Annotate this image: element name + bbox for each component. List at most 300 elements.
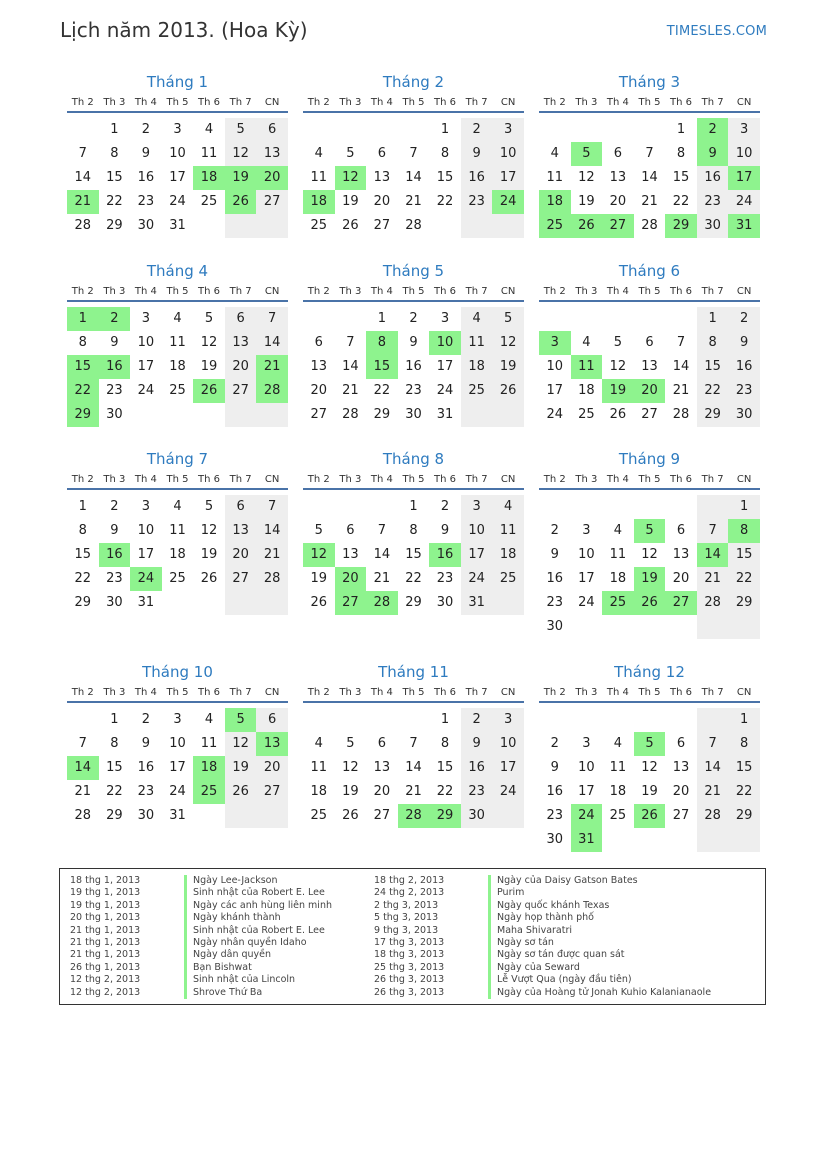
day-grid [539,708,760,852]
month-block [67,72,288,238]
day-cell: 4 [314,146,323,161]
holiday-day-cell: 26 [571,214,603,238]
holiday-day-cell: 31 [728,214,760,238]
empty-cell [162,591,194,615]
day-cell: 21 [342,383,359,398]
holiday-name: Sinh nhật của Robert E. Lee [193,924,325,936]
empty-cell [728,615,760,639]
weekday-label: Th 7 [229,474,252,485]
empty-cell [303,118,335,142]
day-cell: 23 [546,595,564,610]
day-cell: 25 [169,383,186,398]
weekday-label: Th 7 [229,286,252,297]
holiday-day-cell: 15 [366,355,398,379]
day-cell: 19 [492,355,524,379]
day-cell: 11 [461,331,493,355]
day-cell: 8 [697,331,729,355]
day-cell: 3 [461,495,493,519]
day-cell: 16 [137,760,155,775]
holiday-name: Purim [497,887,525,899]
holiday-date: 20 thg 1, 2013 [70,912,141,924]
day-cell: 20 [672,571,690,586]
day-cell: 24 [546,407,564,422]
day-cell: 5 [492,307,524,331]
holiday-day-cell: 20 [634,379,666,403]
day-cell: 21 [373,571,391,586]
day-cell: 25 [200,194,218,209]
holiday-day-cell: 10 [429,331,461,355]
day-cell: 23 [461,190,493,214]
day-cell: 21 [697,567,729,591]
weekday-label: Th 4 [134,286,157,297]
holiday-entry [70,949,332,961]
day-cell: 23 [728,379,760,403]
day-cell: 3 [582,523,591,538]
day-cell: 6 [377,146,387,161]
day-cell: 7 [697,519,729,543]
day-cell: 2 [728,307,760,331]
day-cell: 2 [141,712,151,727]
holiday-day-cell: 24 [571,804,603,828]
day-cell: 8 [409,523,418,538]
holiday-entry [70,937,332,949]
day-grid [67,307,288,427]
day-cell: 16 [697,166,729,190]
holiday-day-cell: 17 [728,166,760,190]
weekday-label: Th 2 [543,97,566,108]
empty-cell [492,804,524,828]
day-cell: 27 [225,567,257,591]
holiday-day-cell: 22 [67,379,99,403]
holiday-entry [374,912,711,924]
holiday-date: 26 thg 1, 2013 [70,961,141,973]
day-cell: 12 [609,359,627,374]
holiday-day-cell: 31 [571,828,603,852]
weekday-label: Th 7 [701,474,724,485]
holiday-name: Ngày của Seward [497,961,580,973]
month-title: Tháng 4 [146,262,209,280]
day-cell: 13 [256,142,288,166]
day-cell: 10 [578,760,595,775]
day-cell: 29 [697,403,729,427]
month-title: Tháng 5 [382,262,445,280]
empty-cell [256,804,288,828]
weekday-label: Th 5 [638,286,661,297]
day-cell: 18 [609,571,627,586]
empty-cell [571,495,603,519]
day-cell: 14 [672,359,690,374]
holiday-date: 25 thg 3, 2013 [374,961,445,973]
day-cell: 6 [676,523,686,538]
day-cell: 10 [492,732,524,756]
holiday-day-cell: 2 [99,307,131,331]
holiday-day-cell: 12 [303,543,335,567]
day-cell: 18 [578,383,595,398]
day-cell: 17 [492,756,524,780]
holiday-day-cell: 11 [571,355,603,379]
day-cell: 10 [169,736,186,751]
day-cell: 25 [609,808,627,823]
weekday-label: CN [264,474,280,485]
holiday-date: 9 thg 3, 2013 [374,924,439,936]
holiday-date: 24 thg 2, 2013 [374,887,445,899]
holiday-day-cell: 15 [67,355,99,379]
day-cell: 4 [550,146,559,161]
day-cell: 8 [728,732,760,756]
day-cell: 12 [641,760,658,775]
weekday-label: CN [500,286,516,297]
weekday-label: Th 3 [103,474,126,485]
day-cell: 10 [578,547,595,562]
holiday-marker [488,937,491,949]
holiday-day-cell: 8 [366,331,398,355]
day-cell: 9 [141,736,151,751]
weekday-header [539,472,760,490]
day-cell: 3 [728,118,760,142]
day-cell: 2 [110,499,119,514]
holiday-entry [70,875,332,887]
weekday-header [303,472,524,490]
empty-cell [67,708,99,732]
day-cell: 5 [314,523,323,538]
day-cell: 15 [728,756,760,780]
holiday-marker [488,912,491,924]
day-cell: 15 [106,760,123,775]
holiday-date: 5 thg 3, 2013 [374,912,439,924]
holiday-date: 18 thg 2, 2013 [374,875,445,886]
day-cell: 1 [78,499,87,514]
day-cell: 31 [461,591,493,615]
day-cell: 18 [310,784,328,799]
day-cell: 15 [106,170,123,185]
day-cell: 9 [141,146,151,161]
holiday-entry [374,900,711,912]
empty-cell [539,495,571,519]
weekday-label: Th 4 [606,474,629,485]
day-cell: 8 [676,146,686,161]
day-cell: 22 [74,571,92,586]
weekday-label: Th 3 [339,474,362,485]
day-cell: 14 [641,170,658,185]
holiday-day-cell: 24 [130,567,162,591]
weekday-header [67,95,288,113]
empty-cell [728,828,760,852]
day-cell: 30 [405,407,422,422]
day-cell: 11 [310,760,328,775]
holiday-day-cell: 12 [335,166,367,190]
weekday-label: Th 7 [701,687,724,698]
empty-cell [697,495,729,519]
day-cell: 11 [492,519,524,543]
day-cell: 3 [173,712,182,727]
holiday-entry [374,974,711,986]
weekday-label: Th 6 [434,97,457,108]
holiday-entry [70,900,332,912]
empty-cell [162,403,194,427]
day-cell: 25 [310,218,328,233]
day-cell: 7 [78,146,87,161]
day-cell: 30 [106,407,123,422]
month-title: Tháng 2 [382,73,445,91]
empty-cell [366,708,398,732]
holiday-entry [374,925,711,937]
empty-cell [461,214,493,238]
weekday-header [67,685,288,703]
day-cell: 17 [492,166,524,190]
month-title: Tháng 10 [142,663,213,681]
day-cell: 2 [550,523,559,538]
day-cell: 22 [373,383,391,398]
day-cell: 30 [728,403,760,427]
day-cell: 19 [200,359,218,374]
day-cell: 6 [377,736,387,751]
day-cell: 20 [373,784,391,799]
empty-cell [634,495,666,519]
day-cell: 11 [200,736,218,751]
weekday-label: Th 7 [229,687,252,698]
day-cell: 22 [697,379,729,403]
day-cell: 7 [377,523,387,538]
weekday-label: Th 6 [198,474,221,485]
holiday-marker [184,887,187,899]
day-cell: 4 [314,736,323,751]
day-cell: 20 [256,756,288,780]
weekday-header [539,95,760,113]
empty-cell [193,403,225,427]
day-cell: 31 [169,218,186,233]
empty-cell [256,403,288,427]
day-cell: 26 [310,595,328,610]
month-block [67,449,288,615]
day-cell: 20 [672,784,690,799]
day-cell: 6 [676,736,686,751]
empty-cell [193,214,225,238]
day-cell: 20 [609,194,627,209]
month-block [539,449,760,639]
day-cell: 25 [492,567,524,591]
day-cell: 4 [173,499,182,514]
holiday-name: Shrove Thứ Ba [193,986,263,998]
empty-cell [665,708,697,732]
holiday-entry [70,912,332,924]
day-cell: 29 [106,808,123,823]
day-cell: 28 [342,407,359,422]
day-cell: 16 [546,571,564,586]
holiday-day-cell: 20 [256,166,288,190]
weekday-label: Th 6 [434,687,457,698]
holiday-entry [374,887,711,899]
day-cell: 6 [225,495,257,519]
day-cell: 23 [137,784,155,799]
day-cell: 14 [256,331,288,355]
weekday-label: Th 5 [638,687,661,698]
day-cell: 27 [310,407,328,422]
weekday-label: Th 5 [166,97,189,108]
day-cell: 3 [173,122,182,137]
holiday-day-cell: 29 [429,804,461,828]
day-cell: 24 [578,595,595,610]
holiday-marker [184,900,187,912]
weekday-label: Th 4 [370,687,393,698]
holiday-day-cell: 26 [193,379,225,403]
day-cell: 4 [613,523,623,538]
weekday-header [303,95,524,113]
day-cell: 5 [613,335,623,350]
weekday-label: Th 2 [543,687,566,698]
empty-cell [303,307,335,331]
day-cell: 3 [492,118,524,142]
day-cell: 27 [373,808,391,823]
day-cell: 15 [436,760,454,775]
day-cell: 1 [110,122,119,137]
holiday-marker [184,937,187,949]
weekday-label: Th 4 [370,286,393,297]
day-cell: 11 [169,335,186,350]
day-cell: 8 [78,523,87,538]
weekday-label: CN [736,286,752,297]
day-grid [303,307,524,427]
day-cell: 13 [225,519,257,543]
empty-cell [634,615,666,639]
day-cell: 23 [461,780,493,804]
day-cell: 16 [461,756,493,780]
holiday-name: Ngày của Hoàng tử Jonah Kuhio Kalanianaole [497,986,712,998]
weekday-label: Th 4 [606,687,629,698]
weekday-label: CN [264,97,280,108]
day-cell: 13 [609,170,627,185]
day-cell: 30 [137,218,155,233]
weekday-label: Th 2 [307,474,330,485]
day-cell: 7 [256,495,288,519]
day-cell: 4 [613,736,623,751]
weekday-label: CN [736,687,752,698]
weekday-label: Th 5 [402,286,425,297]
holiday-marker [488,875,491,887]
holiday-day-cell: 26 [634,591,666,615]
holiday-entry [70,887,332,899]
day-cell: 2 [409,311,418,326]
weekday-label: Th 6 [434,286,457,297]
day-cell: 15 [728,543,760,567]
day-grid [67,708,288,828]
day-cell: 7 [409,736,418,751]
weekday-label: Th 6 [670,286,693,297]
holiday-name: Ngày sơ tán được quan sát [497,949,625,961]
weekday-label: Th 7 [465,286,488,297]
day-cell: 3 [141,499,151,514]
empty-cell [602,828,634,852]
month-title: Tháng 12 [614,663,685,681]
day-cell: 27 [373,218,391,233]
day-cell: 24 [492,780,524,804]
holiday-name: Bạn Bishwat [193,961,252,973]
empty-cell [697,708,729,732]
day-cell: 8 [110,146,119,161]
day-cell: 24 [436,383,454,398]
holiday-day-cell: 25 [602,591,634,615]
day-grid [539,307,760,427]
empty-cell [225,804,257,828]
holiday-list-right [374,875,711,999]
day-cell: 3 [582,736,591,751]
holiday-marker [488,962,491,974]
day-cell: 13 [641,359,658,374]
empty-cell [539,307,571,331]
day-cell: 1 [728,495,760,519]
month-block [67,662,288,828]
empty-cell [539,118,571,142]
weekday-label: Th 5 [402,97,425,108]
day-cell: 13 [672,547,690,562]
day-cell: 4 [204,712,214,727]
day-cell: 15 [436,170,454,185]
holiday-date: 21 thg 1, 2013 [70,949,141,961]
day-cell: 24 [137,383,155,398]
holiday-day-cell: 16 [99,543,131,567]
day-cell: 9 [409,335,418,350]
month-block [539,662,760,852]
holiday-day-cell: 26 [225,190,257,214]
weekday-label: Th 2 [71,474,94,485]
day-cell: 24 [461,567,493,591]
day-cell: 25 [578,407,595,422]
holiday-date: 19 thg 1, 2013 [70,887,141,899]
day-cell: 13 [342,547,359,562]
holiday-day-cell: 28 [366,591,398,615]
day-cell: 1 [728,708,760,732]
day-cell: 11 [609,547,627,562]
day-cell: 1 [377,311,387,326]
holiday-marker [184,912,187,924]
holiday-day-cell: 25 [539,214,571,238]
holiday-name: Ngày quốc khánh Texas [497,899,610,911]
empty-cell [366,118,398,142]
empty-cell [335,118,367,142]
day-cell: 23 [546,808,564,823]
day-cell: 9 [110,523,119,538]
day-cell: 11 [546,170,564,185]
holiday-day-cell: 21 [256,355,288,379]
day-cell: 16 [405,359,422,374]
site-link[interactable]: TIMESLES.COM [666,24,767,39]
empty-cell [256,591,288,615]
weekday-label: Th 2 [307,687,330,698]
weekday-label: Th 4 [370,97,393,108]
empty-cell [225,403,257,427]
holiday-marker [488,900,491,912]
day-cell: 7 [256,307,288,331]
holiday-marker [488,949,491,961]
holiday-marker [488,887,491,899]
day-cell: 11 [200,146,218,161]
holiday-day-cell: 18 [193,756,225,780]
weekday-label: Th 7 [465,97,488,108]
day-cell: 30 [137,808,155,823]
empty-cell [539,708,571,732]
day-cell: 28 [405,218,422,233]
empty-cell [602,615,634,639]
holiday-entry [374,875,711,887]
month-title: Tháng 11 [378,663,449,681]
weekday-label: Th 2 [307,97,330,108]
day-cell: 3 [141,311,151,326]
day-cell: 17 [578,784,595,799]
day-cell: 7 [78,736,87,751]
day-cell: 30 [436,595,454,610]
holiday-day-cell: 5 [225,708,257,732]
holiday-day-cell: 13 [256,732,288,756]
holiday-day-cell: 24 [492,190,524,214]
